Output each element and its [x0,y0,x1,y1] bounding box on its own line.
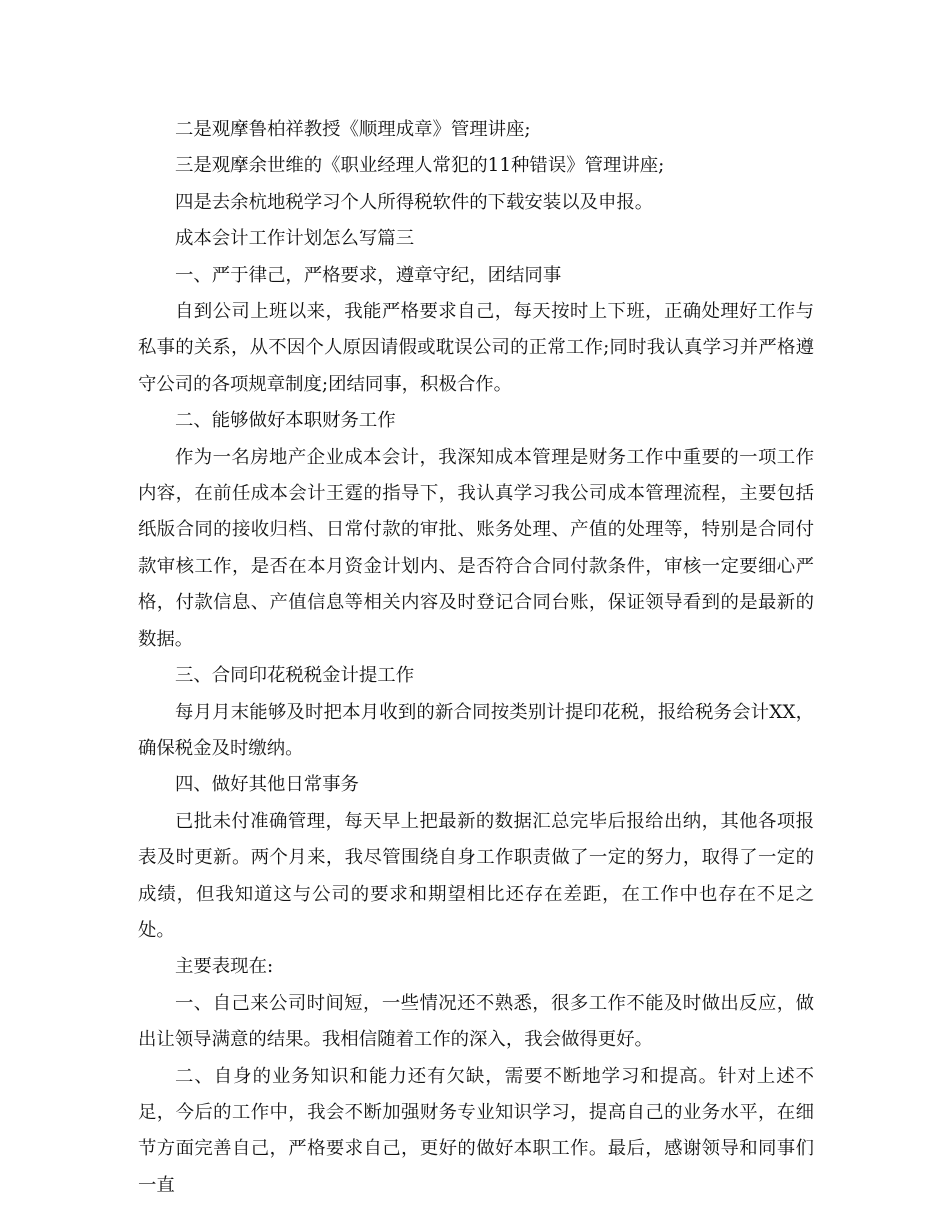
paragraph: 作为一名房地产企业成本会计，我深知成本管理是财务工作中重要的一项工作内容，在前任成本会计王霆的指导下，我认真学习我公司成本管理流程，主要包括纸版合同的接收归档、日常付款的审批、账务处理、产值的处理等，特别是合同付款审核工作，是否在本月资金计划内、是否符合合同付款条件，审核一定要细心严格，付款信息、产值信息等相关内容及时登记合同台账，保证领导看到的是最新的数据。 [138,446,814,650]
paragraph: 主要表现在: [175,956,274,978]
paragraph: 已批未付准确管理，每天早上把最新的数据汇总完毕后报给出纳，其他各项报表及时更新。两个月来，我尽管围绕自身工作职责做了一定的努力，取得了一定的成绩，但我知道这与公司的要求和期望相比还存在差距，在工作中也存在不足之处。 [138,810,814,941]
heading: 三、合同印花税税金计提工作 [175,665,415,687]
paragraph: 四是去余杭地税学习个人所得税软件的下载安装以及申报。 [175,191,654,213]
paragraph: 每月月末能够及时把本月收到的新合同按类别计提印花税，报给税务会计XX，确保税金及时缴纳。 [138,701,814,759]
heading: 一、严于律己，严格要求，遵章守纪，团结同事 [175,264,562,286]
heading: 二、能够做好本职财务工作 [175,410,396,432]
paragraph: 一、自己来公司时间短，一些情况还不熟悉，很多工作不能及时做出反应，做出让领导满意的结果。我相信随着工作的深入，我会做得更好。 [138,992,814,1051]
paragraph: 二是观摩鲁柏祥教授《顺理成章》管理讲座; [175,119,531,140]
paragraph: 三是观摩余世维的《职业经理人常犯的11种错误》管理讲座; [175,155,665,177]
paragraph: 二、自身的业务知识和能力还有欠缺，需要不断地学习和提高。针对上述不足，今后的工作中，我会不断加强财务专业知识学习，提高自己的业务水平，在细节方面完善自己，严格要求自己，更好的做好本职工作。最后，感谢领导和同事们一直 [138,1065,814,1196]
section-title: 成本会计工作计划怎么写篇三 [175,228,415,250]
document-body [138,112,814,1204]
paragraph: 自到公司上班以来，我能严格要求自己，每天按时上下班，正确处理好工作与私事的关系，从不因个人原因请假或耽误公司的正常工作;同时我认真学习并严格遵守公司的各项规章制度;团结同事，积极合作。 [138,301,814,395]
heading: 四、做好其他日常事务 [175,774,359,796]
